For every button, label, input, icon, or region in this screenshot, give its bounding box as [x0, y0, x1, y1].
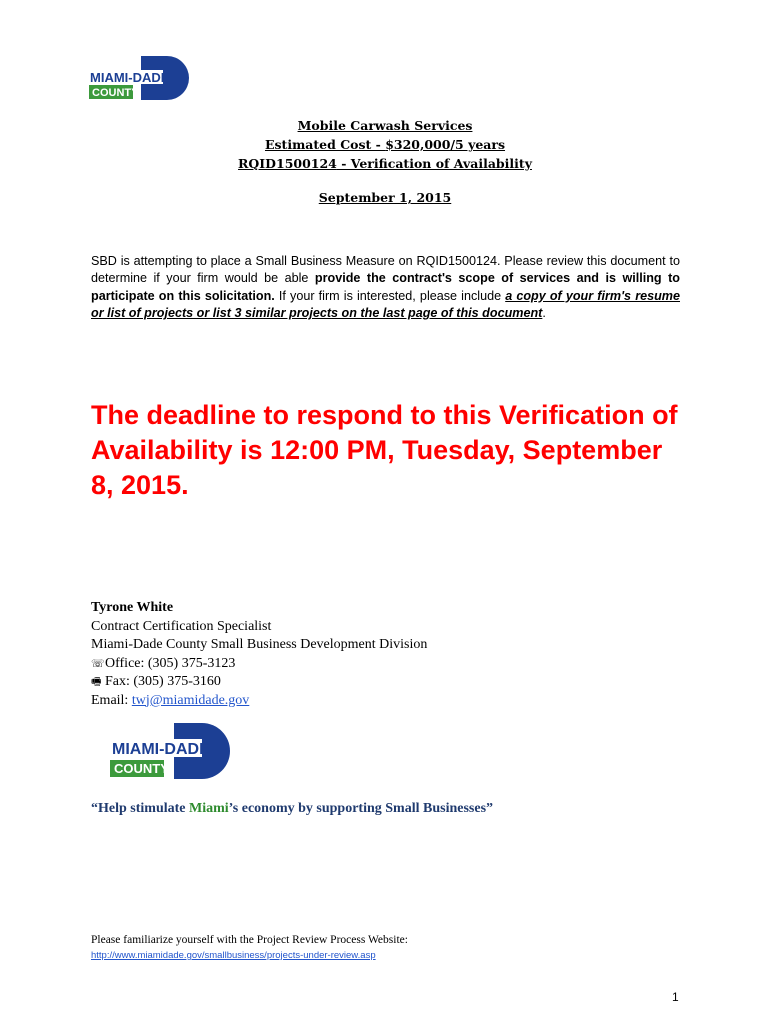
footer-note: Please familiarize yourself with the Project Review Process Website:	[91, 934, 408, 946]
svg-text:COUNTY: COUNTY	[92, 87, 139, 99]
miami-dade-logo-top	[89, 56, 189, 102]
doc-title: Mobile Carwash Services	[297, 118, 473, 133]
document-header	[0, 116, 770, 173]
intro-paragraph: SBD is attempting to place a Small Business Measure on RQID1500124. Please review this document to determine if your firm would be able provide the contract's scope of services and is willing to participate on this solicitation. If your firm is interested, please include a copy of your firm's resume or list of projects or list 3 similar projects on the last page of this document.	[91, 254, 681, 321]
contact-name: Tyrone White	[91, 600, 174, 615]
slogan: “Help stimulate Miami’s economy by supporting Small Businesses”	[91, 801, 494, 816]
contact-fax: 🖷 Fax: (305) 375-3160	[91, 673, 591, 692]
rqid-line: RQID1500124 - Verification of Availability	[238, 156, 532, 171]
estimated-cost: Estimated Cost - $320,000/5 years	[264, 137, 506, 152]
miami-dade-logo-bottom	[110, 723, 232, 781]
doc-date: September 1, 2015	[318, 190, 452, 205]
deadline-notice: The deadline to respond to this Verification of Availability is 12:00 PM, Tuesday, September 8, 2015.	[91, 400, 678, 500]
doc-date-wrap	[0, 188, 770, 207]
svg-text:MIAMI-DADE: MIAMI-DADE	[112, 741, 210, 758]
page-number: 1	[672, 990, 679, 1004]
slogan-highlight: Miami	[189, 801, 229, 816]
fax-icon: 🖷	[91, 675, 102, 688]
email-link[interactable]: twj@miamidade.gov	[131, 692, 250, 708]
contact-office: ☏Office: (305) 375-3123	[91, 655, 591, 674]
contact-title: Contract Certification Specialist	[91, 618, 272, 634]
project-review-link[interactable]: http://www.miamidade.gov/smallbusiness/projects-under-review.asp	[91, 950, 376, 961]
contact-division: Miami-Dade County Small Business Development Division	[91, 637, 428, 652]
svg-text:COUNTY: COUNTY	[114, 761, 169, 776]
phone-icon: ☏	[91, 656, 105, 670]
contact-block	[91, 599, 591, 710]
contact-email: Email: twj@miamidade.gov	[91, 692, 250, 708]
svg-text:MIAMI-DADE: MIAMI-DADE	[90, 70, 170, 85]
